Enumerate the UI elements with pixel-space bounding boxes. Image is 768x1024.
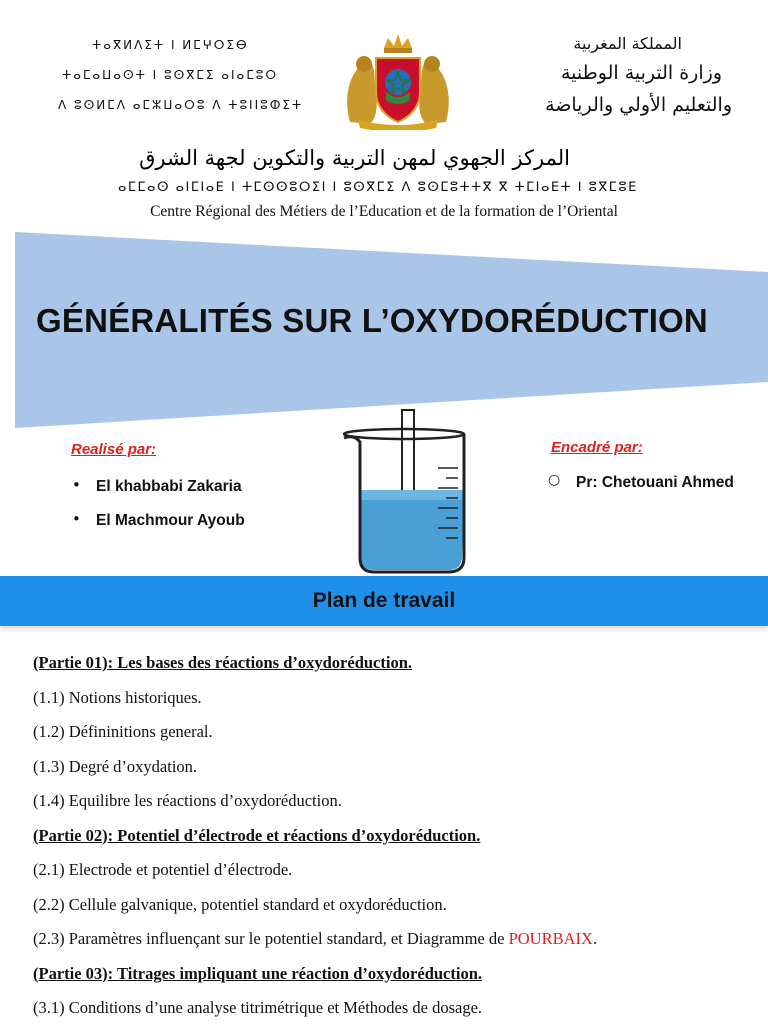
tifinagh-ministry: ⵜⴰⵎⴰⵡⴰⵙⵜ ⵏ ⵓⵙⴳⵎⵉ ⴰⵏⴰⵎⵓⵔ [62,68,279,82]
supervisor-name: Pr: Chetouani Ahmed [576,474,734,491]
pourbaix-highlight: POURBAIX [508,929,593,948]
arabic-kingdom: المملكة المغربية [573,34,682,53]
authors-label: Realisé par: [71,441,157,458]
royal-emblem-icon [336,30,460,130]
center-name-tifinagh: ⴰⵎⵎⴰⵙ ⴰⵏⵎⵏⴰⴹ ⵏ ⵜⵎⵙⵙⵓⵔⵉⵏ ⵏ ⵓⵙⴳⵎⵉ ⴷ ⵓⵙⵎⵓⵜⵜⴳ ⴳ ⵜⵎⵏⴰⴹⵜ ⵏ ⵓⴳⵎⵓⴹ [118,180,638,195]
outline-item: (2.2) Cellule galvanique, potentiel standard et oxydoréduction. [33,894,447,914]
author-name: El khabbabi Zakaria [96,478,242,495]
plan-outline [33,653,753,1024]
bullet-icon: • [72,510,81,528]
outline-item: (1.4) Equilibre les réactions d’oxydoréduction. [33,791,342,810]
page-title: GÉNÉRALITÉS SUR L’OXYDORÉDUCTION [36,302,708,339]
arabic-ministry-2: والتعليم الأولي والرياضة [545,94,732,116]
circle-bullet-icon: ○ [548,472,561,488]
outline-item: (1.3) Degré d’oxydation. [33,756,198,776]
center-name-arabic: المركز الجهوي لمهن التربية والتكوين لجهة الشرق [139,146,570,170]
supervisor-label: Encadré par: [551,439,643,456]
outline-item: (3.1) Conditions d’une analyse titrimétrique et Méthodes de dosage. [33,998,483,1017]
outline-item: (2.1) Electrode et potentiel d’électrode. [33,860,293,879]
arabic-ministry: وزارة التربية الوطنية [561,62,722,84]
beaker-icon [330,408,474,578]
plan-title: Plan de travail [312,589,456,612]
outline-part-heading: (Partie 03): Titrages impliquant une réaction d’oxydoréduction. [33,963,482,983]
outline-item: (2.3) Paramètres influençant sur le potentiel standard, et Diagramme de POURBAIX. [33,929,598,948]
author-name: El Machmour Ayoub [96,512,245,529]
outline-part-heading: (Partie 01): Les bases des réactions d’oxydoréduction. [33,653,413,672]
outline-item: (1.2) Défininitions general. [33,722,213,741]
tifinagh-ministry-2: ⴷ ⵓⵙⵍⵎⴷ ⴰⵎⵣⵡⴰⵔⵓ ⴷ ⵜⵓⵏⵏⵓⵀⵉⵜ [58,98,304,112]
tifinagh-kingdom: ⵜⴰⴳⵍⴷⵉⵜ ⵏ ⵍⵎⵖⵔⵉⴱ [92,38,249,52]
bullet-icon: • [72,476,81,494]
outline-part-heading: (Partie 02): Potentiel d’électrode et réactions d’oxydoréduction. [33,825,481,845]
outline-item: (1.1) Notions historiques. [33,687,202,707]
center-name-french: Centre Régional des Métiers de l’Education et de la formation de l’Oriental [150,203,618,220]
